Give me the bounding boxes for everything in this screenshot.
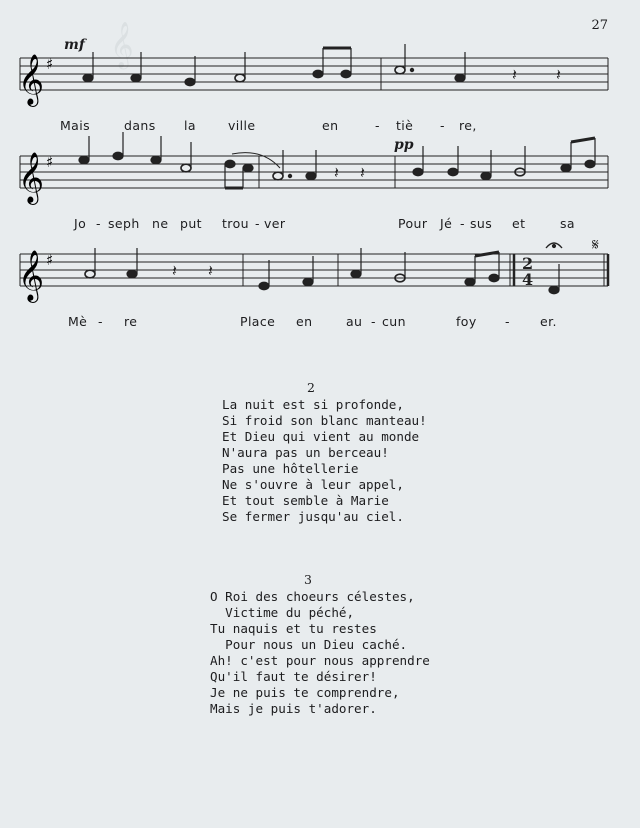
- lyric: er.: [540, 314, 557, 329]
- dynamic-pp: pp: [394, 137, 414, 153]
- verse-line: O Roi des choeurs célestes,: [210, 589, 415, 604]
- lyric: -: [98, 314, 103, 329]
- verse-line: Pour nous un Dieu caché.: [210, 637, 408, 652]
- svg-text:𝄽: 𝄽: [334, 163, 339, 182]
- lyric: Mais: [60, 118, 91, 133]
- svg-text:2: 2: [522, 254, 534, 273]
- segno-icon: 𝄋: [592, 235, 599, 254]
- treble-clef-icon: 𝄞: [18, 54, 45, 105]
- lyric: -: [371, 314, 376, 329]
- lyric: ver: [264, 216, 286, 231]
- staff-1: [0, 40, 640, 110]
- lyric: au: [346, 314, 363, 329]
- lyric: put: [180, 216, 202, 231]
- verse-line: Je ne puis te comprendre,: [210, 685, 400, 700]
- lyric: la: [184, 118, 196, 133]
- notes-staff-1: [83, 44, 465, 86]
- lyric: -: [96, 216, 101, 231]
- lyric: cun: [382, 314, 406, 329]
- verse-line: Et Dieu qui vient au monde: [222, 429, 420, 444]
- verse-number: 2: [307, 380, 315, 395]
- lyric: -: [255, 216, 260, 231]
- staff-2: [0, 138, 640, 208]
- treble-clef-icon: 𝄞: [18, 250, 45, 301]
- sharp-icon: ♯: [46, 251, 54, 269]
- treble-clef-icon: 𝄞: [18, 152, 45, 203]
- lyric: re,: [459, 118, 477, 133]
- lyric: seph: [108, 216, 140, 231]
- lyric: ne: [152, 216, 169, 231]
- sharp-icon: ♯: [46, 55, 54, 73]
- lyric: Pour: [398, 216, 428, 231]
- staff-3: [0, 236, 640, 306]
- lyric: en: [322, 118, 339, 133]
- verse-line: Ne s'ouvre à leur appel,: [222, 477, 404, 492]
- lyric: Jé: [440, 216, 453, 231]
- sharp-icon: ♯: [46, 153, 54, 171]
- lyric: tiè: [396, 118, 414, 133]
- lyric: trou: [222, 216, 249, 231]
- verse-line: Pas une hôtellerie: [222, 461, 359, 476]
- lyric: re: [124, 314, 138, 329]
- lyric: ville: [228, 118, 256, 133]
- verse-line: Se fermer jusqu'au ciel.: [222, 509, 404, 524]
- svg-text:𝄽: 𝄽: [208, 261, 213, 280]
- svg-text:𝄽: 𝄽: [512, 65, 517, 84]
- verse-line: Si froid son blanc manteau!: [222, 413, 427, 428]
- page-number: 27: [591, 18, 608, 33]
- verse-number: 3: [304, 572, 312, 587]
- verse-line: Victime du péché,: [210, 605, 355, 620]
- lyric: et: [512, 216, 526, 231]
- lyric: dans: [124, 118, 156, 133]
- lyric: en: [296, 314, 313, 329]
- lyric: -: [375, 118, 380, 133]
- bleed-through: 𝄞: [110, 22, 134, 68]
- dynamic-mf: mf: [64, 37, 85, 53]
- svg-text:𝄽: 𝄽: [172, 261, 177, 280]
- verse-line: N'aura pas un berceau!: [222, 445, 389, 460]
- lyric: -: [505, 314, 510, 329]
- verse-line: Mais je puis t'adorer.: [210, 701, 377, 716]
- verse-3: [210, 589, 430, 717]
- verse-line: Tu naquis et tu restes: [210, 621, 377, 636]
- verse-line: Et tout semble à Marie: [222, 493, 389, 508]
- verse-line: Qu'il faut te désirer!: [210, 669, 377, 684]
- lyric: Jo: [74, 216, 87, 231]
- lyric: sus: [470, 216, 493, 231]
- verse-line: La nuit est si profonde,: [222, 397, 404, 412]
- verse-2: [222, 397, 427, 525]
- svg-text:𝄽: 𝄽: [360, 163, 365, 182]
- verse-line: Ah! c'est pour nous apprendre: [210, 653, 430, 668]
- lyric: -: [440, 118, 445, 133]
- lyric: -: [460, 216, 465, 231]
- lyric: sa: [560, 216, 575, 231]
- svg-text:4: 4: [522, 270, 534, 289]
- svg-text:𝄽: 𝄽: [556, 65, 561, 84]
- lyric: foy: [456, 314, 477, 329]
- time-signature: [522, 254, 533, 289]
- lyric: Place: [240, 314, 276, 329]
- lyric: Mè: [68, 314, 88, 329]
